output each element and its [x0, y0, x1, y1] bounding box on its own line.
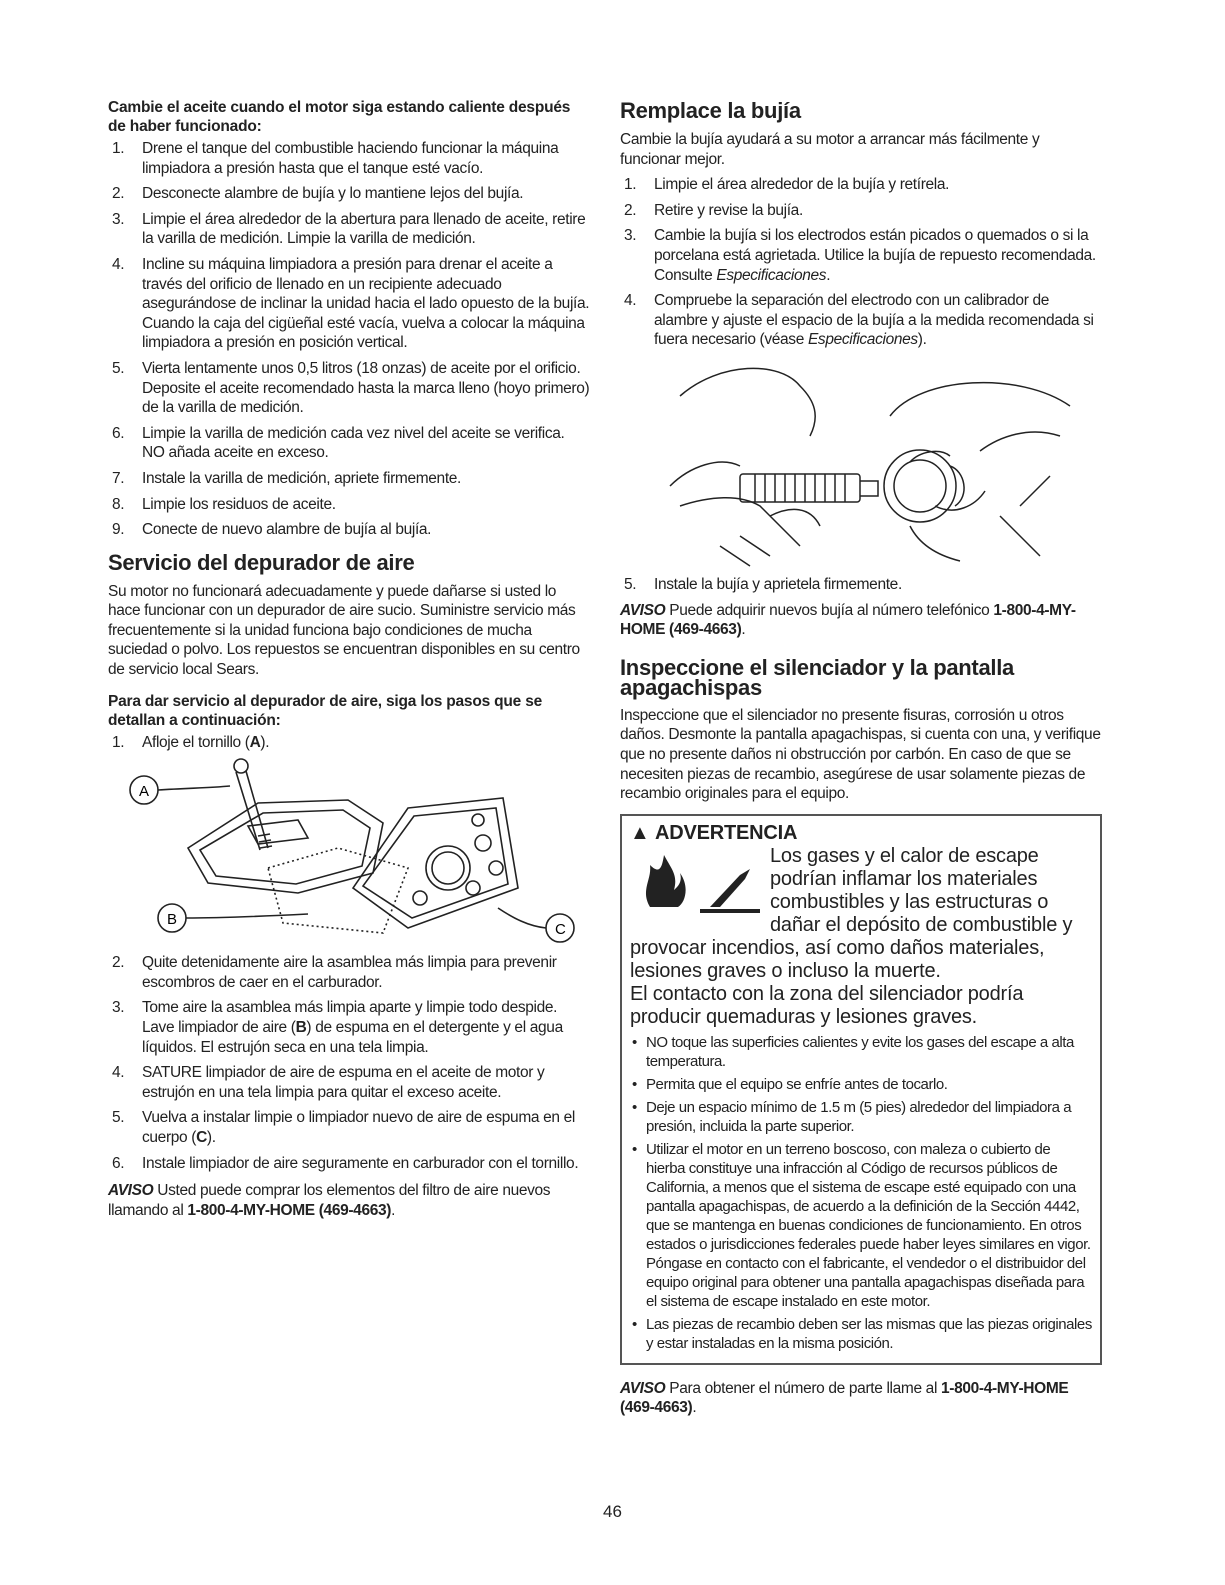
air-filter-notice: AVISO Usted puede comprar los elementos del filtro de aire nuevos llamando al 1-800-4-MY-HOME (469-4663). — [108, 1182, 551, 1219]
warning-bullet: • Las piezas de recambio deben ser las mismas que las piezas originales y estar instaladas en la misma posición. — [630, 1315, 1092, 1353]
list-item: 2. Retire y revise la bujía. — [624, 201, 803, 219]
spark-plug-notice: AVISO Puede adquirir nuevos bujía al número telefónico 1-800-4-MY-HOME (469-4663). — [620, 601, 1076, 639]
warning-bullets — [630, 1033, 1092, 1353]
list-item: 9. Conecte de nuevo alambre de bujía al bujía. — [112, 521, 432, 539]
warning-bullet: • Deje un espacio mínimo de 1.5 m (5 pies) alrededor del limpiadora a presión, incluida la parte superior. — [630, 1098, 1092, 1136]
list-item: 1. Afloje el tornillo (A). — [112, 733, 270, 751]
muffler-heading: Inspeccione el silenciador y la pantalla apagachispas — [620, 654, 1014, 700]
figure-label-c: C — [555, 921, 566, 939]
list-item: 5. Vierta lentamente unos 0,5 litros (18 onzas) de aceite por el orificio. Deposite el aceite recomendado hasta la marca lleno (hoyo primero) de la varilla de medición. — [112, 359, 590, 417]
air-cleaner-subheading: Para dar servicio al depurador de aire, siga los pasos que se detallan a continuación: — [108, 692, 543, 729]
list-item: 1. Limpie el área alrededor de la bujía y retírela. — [624, 176, 950, 194]
list-item: 8. Limpie los residuos de aceite. — [112, 495, 336, 513]
list-item: 3. Tome aire la asamblea más limpia aparte y limpie todo despide. Lave limpiador de aire (B) de espuma en el detergente y el agua líquidos. El estrujón seca en una tela limpia. — [112, 999, 563, 1056]
oil-change-subheading: Cambie el aceite cuando el motor siga estando caliente después de haber funcionado: — [108, 99, 571, 135]
figure-label-b: B — [167, 911, 178, 929]
spark-plug-heading: Remplace la bujía — [620, 98, 801, 123]
spark-plug-illustration — [620, 356, 1102, 571]
muffler-text: Inspeccione que el silenciador no presente fisuras, corrosión u otros daños. Desmonte la pantalla apagachispas, si cuenta con una, y verifique que no presente daños ni obstrucción por carbón. En caso de que se necesiten piezas de recambio, asegúrese de usar solamente piezas de recambio originales para el equipo. — [620, 706, 1101, 803]
left-column — [108, 98, 590, 1226]
page-number: 46 — [603, 1502, 622, 1521]
warning-text-1: Los gases y el calor de escape podrían inflamar los materiales combustibles y las estructuras o dañar el depósito de combustible y provocar incendios, así como daños materiales, lesiones graves o incluso la muerte. — [630, 844, 1073, 982]
warning-triangle-icon: ▲ — [630, 821, 650, 844]
list-item: 6. Instale limpiador de aire seguramente en carburador con el tornillo. — [112, 1154, 579, 1172]
list-item: 3. Limpie el área alrededor de la abertura para llenado de aceite, retire la varilla de medición. Limpie la varilla de medición. — [112, 210, 586, 248]
list-item: 4. Incline su máquina limpiadora a presión para drenar el aceite a través del orificio de llenado en un recipiente adecuado asegurándose de inclinar la unidad hacia el lado opuesto de la bujía. Cuando la caja del cigüeñal esté vacía, vuelva a colocar la máquina limpiadora a presión en posición vertical. — [112, 255, 590, 352]
list-item: 3. Cambie la bujía si los electrodos están picados o quemados o si la porcelana está agrietada. Utilice la bujía de repuesto recomendada. Consulte Especificaciones. — [624, 227, 1096, 284]
list-item: 2. Desconecte alambre de bujía y lo mantiene lejos del bujía. — [112, 185, 524, 203]
warning-bullet: • Utilizar el motor en un terreno boscoso, con maleza o cubierto de hierba constituye una infracción al Código de recursos públicos de California, a menos que el sistema de escape esté equipado con una pantalla apagachispas, de acuerdo a la definición de la Sección 4442, que se mantenga en buenas condiciones de funcionamiento. En otros estados o jurisdicciones federales puede haber leyes similares en vigor. Póngase en contacto con el fabricante, el vendedor o el distribuidor del equipo original para obtener una pantalla apagachispas diseñada para el sistema de escape instalado en este motor. — [630, 1140, 1092, 1311]
part-number-notice: AVISO Para obtener el número de parte llame al 1-800-4-MY-HOME (469-4663). — [620, 1379, 1069, 1417]
oil-change-steps — [108, 139, 590, 540]
air-cleaner-intro: Su motor no funcionará adecuadamente y puede dañarse si usted lo hace funcionar con un depurador de aire sucio. Suministre servicio más frecuentemente si la unidad funciona bajo condiciones de mucha suciedad o polvo. Los repuestos se encuentran disponibles en su centro de servicio local Sears. — [108, 582, 580, 679]
warning-header — [630, 822, 1092, 845]
warning-box — [620, 814, 1102, 1365]
list-item: 7. Instale la varilla de medición, apriete firmemente. — [112, 469, 462, 487]
figure-label-a: A — [139, 783, 150, 801]
right-column — [620, 100, 1102, 1424]
warning-bullet: • Permita que el equipo se enfríe antes de tocarlo. — [630, 1075, 1092, 1094]
spark-plug-intro: Cambie la bujía ayudará a su motor a arrancar más fácilmente y funcionar mejor. — [620, 131, 1040, 168]
air-cleaner-step-1 — [108, 733, 590, 753]
list-item: 6. Limpie la varilla de medición cada vez nivel del aceite se verifica. NO añada aceite en exceso. — [112, 424, 565, 462]
spark-plug-step-5 — [620, 575, 1102, 595]
air-cleaner-steps — [108, 953, 590, 1173]
fire-and-hot-surface-icon — [630, 845, 770, 915]
warning-label: ADVERTENCIA — [654, 821, 798, 844]
air-cleaner-illustration — [108, 758, 590, 943]
list-item: 4. Compruebe la separación del electrodo con un calibrador de alambre y ajuste el espacio de la bujía a la medida recomendada si fuera necesario (véase Especificaciones). — [624, 292, 1094, 349]
list-item: 2. Quite detenidamente aire la asamblea más limpia para prevenir escombros de caer en el carburador. — [112, 954, 557, 991]
list-item: 4. SATURE limpiador de aire de espuma en el aceite de motor y estrujón en una tela limpia para quitar el exceso aceite. — [112, 1064, 545, 1101]
list-item: 5. Instale la bujía y aprietela firmemente. — [624, 575, 902, 593]
warning-bullet: • NO toque las superficies calientes y evite los gases del escape a alta temperatura. — [630, 1033, 1092, 1071]
warning-text-2: El contacto con la zona del silenciador podría producir quemaduras y lesiones graves. — [630, 982, 1024, 1028]
spark-plug-steps — [620, 175, 1102, 350]
list-item: 1. Drene el tanque del combustible haciendo funcionar la máquina limpiadora a presión hasta que el tanque esté vacío. — [112, 140, 559, 177]
air-cleaner-heading: Servicio del depurador de aire — [108, 549, 415, 575]
list-item: 5. Vuelva a instalar limpie o limpiador nuevo de aire de espuma en el cuerpo (C). — [112, 1109, 575, 1146]
